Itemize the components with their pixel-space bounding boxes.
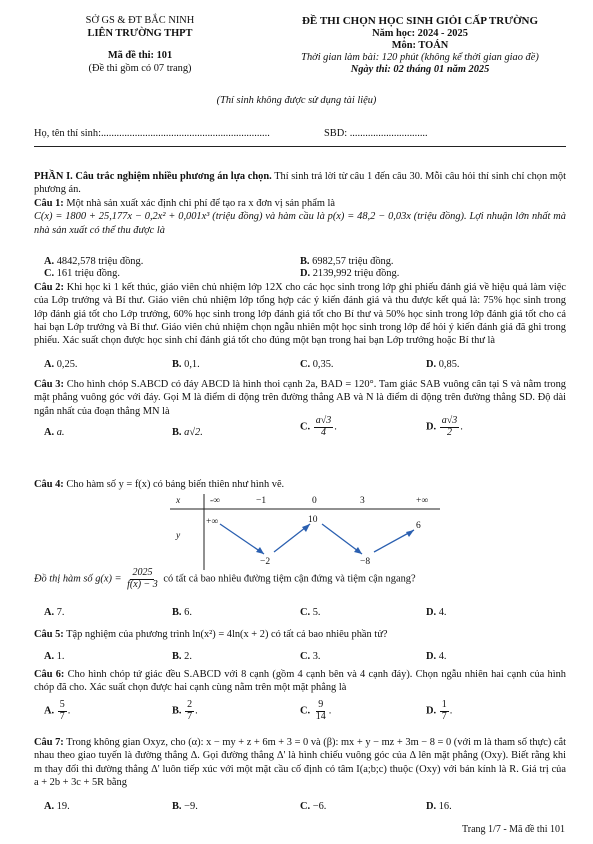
question-5-label: Câu 5: [34,629,64,640]
q4-option-b: B. 6. [172,607,192,618]
q5-option-c: C. 3. [300,651,321,662]
question-7 [34,736,566,789]
question-7-label: Câu 7: [34,737,64,748]
vt-y-value: 10 [308,515,318,525]
question-4-label: Câu 4: [34,479,64,490]
q3-option-a: A. a. [44,427,65,438]
q6-option-d: D. $\frac{1}{7}$ . [426,699,453,722]
q2-option-d: D. 0,85. [426,359,460,370]
q1-option-c: C. 161 triệu đồng. [44,268,120,279]
vt-arrowhead-4 [406,530,414,537]
question-2-text: Khi học kì 1 kết thúc, giáo viên chủ nhiệm lớp 12X cho các học sinh trong lớp ghi phiếu đánh giá về hiệu quả làm việc của Lớp trưởng và Bí thư. Giáo viên chủ nhiệm lớp tổng hợp các ý kiến đánh giá và thu được kết quả là: 75% học sinh trong lớp đánh giá tốt cho Lớp trưởng, 60% học sinh trong lớp đánh giá tốt cho Bí thư và 50% học sinh trong lớp đánh giá tốt cho cả hai bạn Lớp trưởng và Bí thư. Giáo viên chủ nhiệm chọn ngẫu nhiên một học sinh trong lớp để hỏi ý kiến đánh giá đã ghi trong phiếu. Xác suất chọn được học sinh chỉ đánh giá tốt cho đúng một bạn trong hai bạn Lớp trưởng hoặc Bí thư là [34,282,566,347]
q7-option-b: B. −9. [172,801,198,812]
student-id-line: SBD: .............................. [324,128,428,139]
question-1-line2: C(x) = 1800 + 25,177x − 0,2x² + 0,001x³ (triệu đồng) và hàm cầu là p(x) = 48,2 − 0,03x (triệu đồng). Lợi nhuận lớn nhất mà nhà sản xuất có thể thu được là [34,211,566,236]
question-5-text: Tập nghiệm của phương trình ln(x²) = 4ln(x + 2) có tất cả bao nhiêu phần tử? [63,629,388,640]
question-3-text: Cho hình chóp S.ABCD có đáy ABCD là hình thoi cạnh 2a, BAD = 120°. Tam giác SAB vuông cân tại S và nằm trong mặt phẳng vuông góc với đáy. Gọi M là điểm di động trên đường thẳng AB và N là điểm di động trên đường thẳng SD. Độ dài ngắn nhất của đoạn thẳng MN là [34,379,566,417]
q4-option-d: D. 4. [426,607,447,618]
vt-arrowhead-3 [354,547,362,554]
part1-title: PHẦN I. Câu trắc nghiệm nhiều phương án lựa chọn. [34,171,272,182]
exam-title: ĐỀ THI CHỌN HỌC SINH GIỎI CẤP TRƯỜNG [301,15,539,27]
school-name: LIÊN TRƯỜNG THPT [87,28,193,39]
variation-table [170,494,440,570]
question-3-label: Câu 3: [34,379,64,390]
header-divider [34,146,566,147]
vt-arrowhead-1 [256,547,264,554]
question-4 [34,478,566,491]
question-2-label: Câu 2: [34,282,64,293]
question-4-ask: Đồ thị hàm số g(x) = $\frac{2025}{f(x) - 3}$ có tất cả bao nhiêu đường tiệm cận đứng và tiệm cận ngang? [34,567,416,590]
q2-option-a: A. 0,25. [44,359,78,370]
q7-option-c: C. −6. [300,801,327,812]
question-1 [34,197,566,237]
q5-option-b: B. 2. [172,651,192,662]
vt-y-value: +∞ [206,517,219,527]
department: SỞ GS & ĐT BẮC NINH [85,15,195,26]
q3-option-d: D. $\frac{a√3}{2}$ . [426,415,463,438]
part1-text: Thí sinh trả lời từ câu 1 đến câu 30. Mỗi câu hỏi thí sinh chỉ chọn một phương án. [34,171,566,196]
vt-y-value: 6 [416,521,421,531]
q6-option-a: A. $\frac{5}{7}$ . [44,699,71,722]
q3-option-b: B. a√2. [172,427,203,438]
q5-option-a: A. 1. [44,651,65,662]
question-3 [34,378,566,418]
vt-x-label: x [176,496,181,506]
vt-y-value: −8 [360,557,371,567]
vt-x-value: +∞ [416,496,429,506]
question-1-line1: Một nhà sản xuất xác định chi phí để tạo ra x đơn vị sản phẩm là [63,198,335,209]
exam-code: Mã đề thi: 101 [107,50,173,61]
vt-arrow-1 [220,524,264,554]
q2-option-b: B. 0,1. [172,359,200,370]
vt-x-value: −1 [256,496,267,506]
q1-option-a: A. 4842,578 triệu đồng. [44,256,144,267]
q3-option-c: C. $\frac{a√3}{4}$ . [300,415,337,438]
q7-option-d: D. 16. [426,801,452,812]
q4-option-a: A. 7. [44,607,65,618]
school-year: Năm học: 2024 - 2025 [372,28,468,39]
student-name-line: Họ, tên thí sinh:................................................................. [34,128,270,139]
vt-x-value: -∞ [210,496,220,506]
vt-y-value: −2 [260,557,271,567]
question-4-text: Cho hàm số y = f(x) có bảng biến thiên như hình vẽ. [63,479,285,490]
q1-option-d: D. 2139,992 triệu đồng. [300,268,400,279]
exam-time: Thời gian làm bài: 120 phút (không kể thời gian giao đề) [301,52,539,63]
q4-option-c: C. 5. [300,607,321,618]
q7-option-a: A. 19. [44,801,70,812]
page-footer: Trang 1/7 - Mã đề thi 101 [462,824,565,835]
question-1-label: Câu 1: [34,198,64,209]
exam-date: Ngày thi: 02 tháng 01 năm 2025 [350,64,490,75]
q5-option-d: D. 4. [426,651,447,662]
part1-instructions [34,170,566,197]
subject: Môn: TOÁN [391,40,449,51]
q6-option-c: C. $\frac{9}{14}$ . [300,699,332,722]
q6-option-b: B. $\frac{2}{7}$ . [172,699,198,722]
page-count-note: (Đề thi gồm có 07 trang) [88,63,192,74]
vt-x-value: 3 [360,496,365,506]
question-5 [34,628,566,641]
question-6 [34,668,566,695]
question-6-text: Cho hình chóp tứ giác đều S.ABCD với 8 cạnh (gồm 4 cạnh bên và 4 cạnh đáy). Chọn ngẫu nhiên hai cạnh của hình chóp đã cho. Xác suất chọn được hai cạnh cùng nằm trên một mặt phẳng là [34,669,566,694]
q1-option-b: B. 6982,57 triệu đồng. [300,256,394,267]
question-2 [34,281,566,348]
question-7-text: Trong không gian Oxyz, cho (α): x − my + z + 6m + 3 = 0 và (β): mx + y − mz + 3m − 8 = 0 (với m là tham số thực) cắt nhau theo giao tuyến là đường thẳng Δ. Gọi đường thẳng Δ' là hình chiếu vuông góc của Δ lên mặt phẳng (Oxy). Biết rằng khi m thay đổi thì đường thẳng Δ' luôn tiếp xúc với một mặt cầu cố định có tâm I(a;b;c) thuộc (Oxy) với bán kính là R. Giá trị của a + 2b + 3c + 5R bằng [34,737,567,788]
question-6-label: Câu 6: [34,669,65,680]
vt-y-label: y [176,531,181,541]
q2-option-c: C. 0,35. [300,359,334,370]
no-materials-note: (Thí sinh không được sử dụng tài liệu) [216,95,377,106]
vt-x-value: 0 [312,496,317,506]
